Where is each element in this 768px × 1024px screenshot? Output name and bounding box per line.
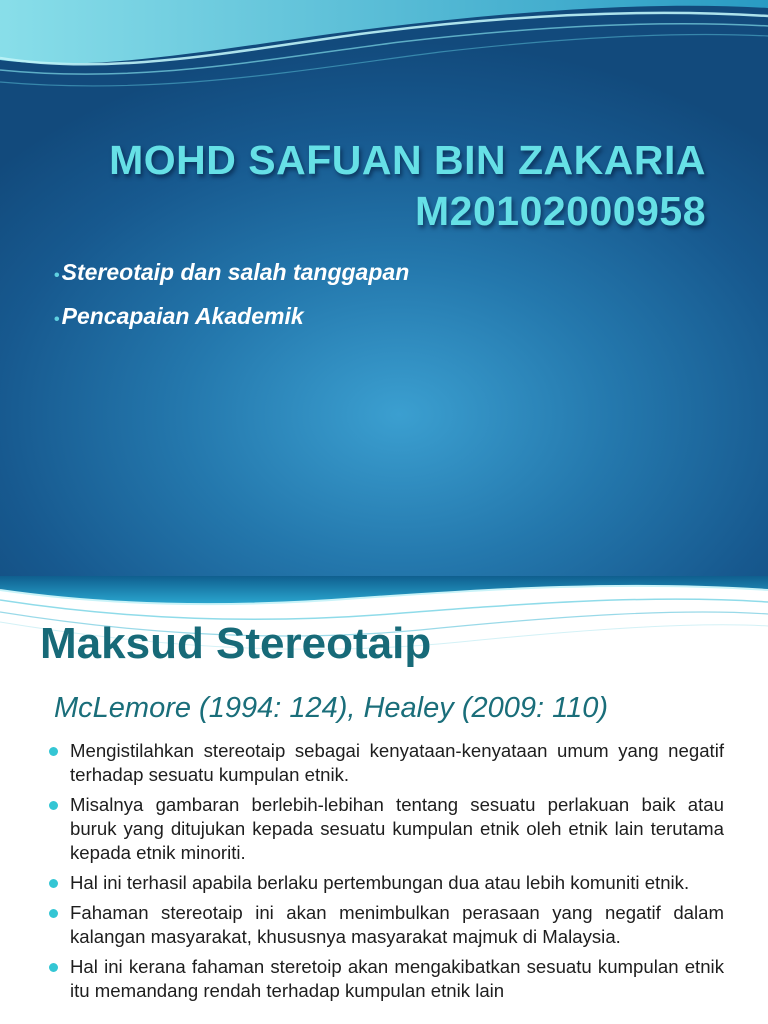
topic-text: Pencapaian Akademik (61, 303, 304, 329)
list-item (44, 739, 724, 787)
wave-decoration-top (0, 0, 768, 110)
title-id: M20102000958 (415, 188, 706, 235)
list-item (54, 296, 409, 340)
slide-heading: Maksud Stereotaip (40, 619, 432, 668)
list-item-text: Hal ini terhasil apabila berlaku pertembungan dua atau lebih komuniti etnik. (70, 872, 690, 893)
list-item-text: Misalnya gambaran berlebih-lebihan tentang sesuatu perlakuan baik atau buruk yang ditujukan kepada sesuatu kumpulan etnik oleh etnik lain terutama kepada etnik minoriti. (70, 794, 724, 863)
bullet-dot-icon: • (54, 311, 60, 328)
topic-list (54, 252, 409, 340)
list-item (54, 252, 409, 296)
list-item (44, 793, 724, 865)
title-name: MOHD SAFUAN BIN ZAKARIA (109, 137, 706, 184)
slide-definition (0, 576, 768, 1024)
source-citation: McLemore (1994: 124), Healey (2009: 110) (54, 692, 608, 724)
list-item-text: Mengistilahkan stereotaip sebagai kenyataan-kenyataan umum yang negatif terhadap sesuatu kumpulan etnik. (70, 740, 724, 785)
definition-list (44, 739, 724, 1009)
bullet-dot-icon: • (54, 267, 60, 284)
bullet-dot-icon (49, 879, 58, 888)
list-item-text: Fahaman stereotaip ini akan menimbulkan perasaan yang negatif dalam kalangan masyarakat, khususnya masyarakat majmuk di Malaysia. (70, 902, 724, 947)
list-item-text: Hal ini kerana fahaman steretoip akan mengakibatkan sesuatu kumpulan etnik itu memandang rendah terhadap kumpulan etnik lain (70, 956, 724, 1001)
list-item (44, 901, 724, 949)
list-item (44, 871, 724, 895)
topic-text: Stereotaip dan salah tanggapan (61, 259, 410, 285)
bullet-dot-icon (49, 747, 58, 756)
bullet-dot-icon (49, 909, 58, 918)
bullet-dot-icon (49, 963, 58, 972)
list-item (44, 955, 724, 1003)
bullet-dot-icon (49, 801, 58, 810)
slide-title-heading (26, 135, 706, 237)
